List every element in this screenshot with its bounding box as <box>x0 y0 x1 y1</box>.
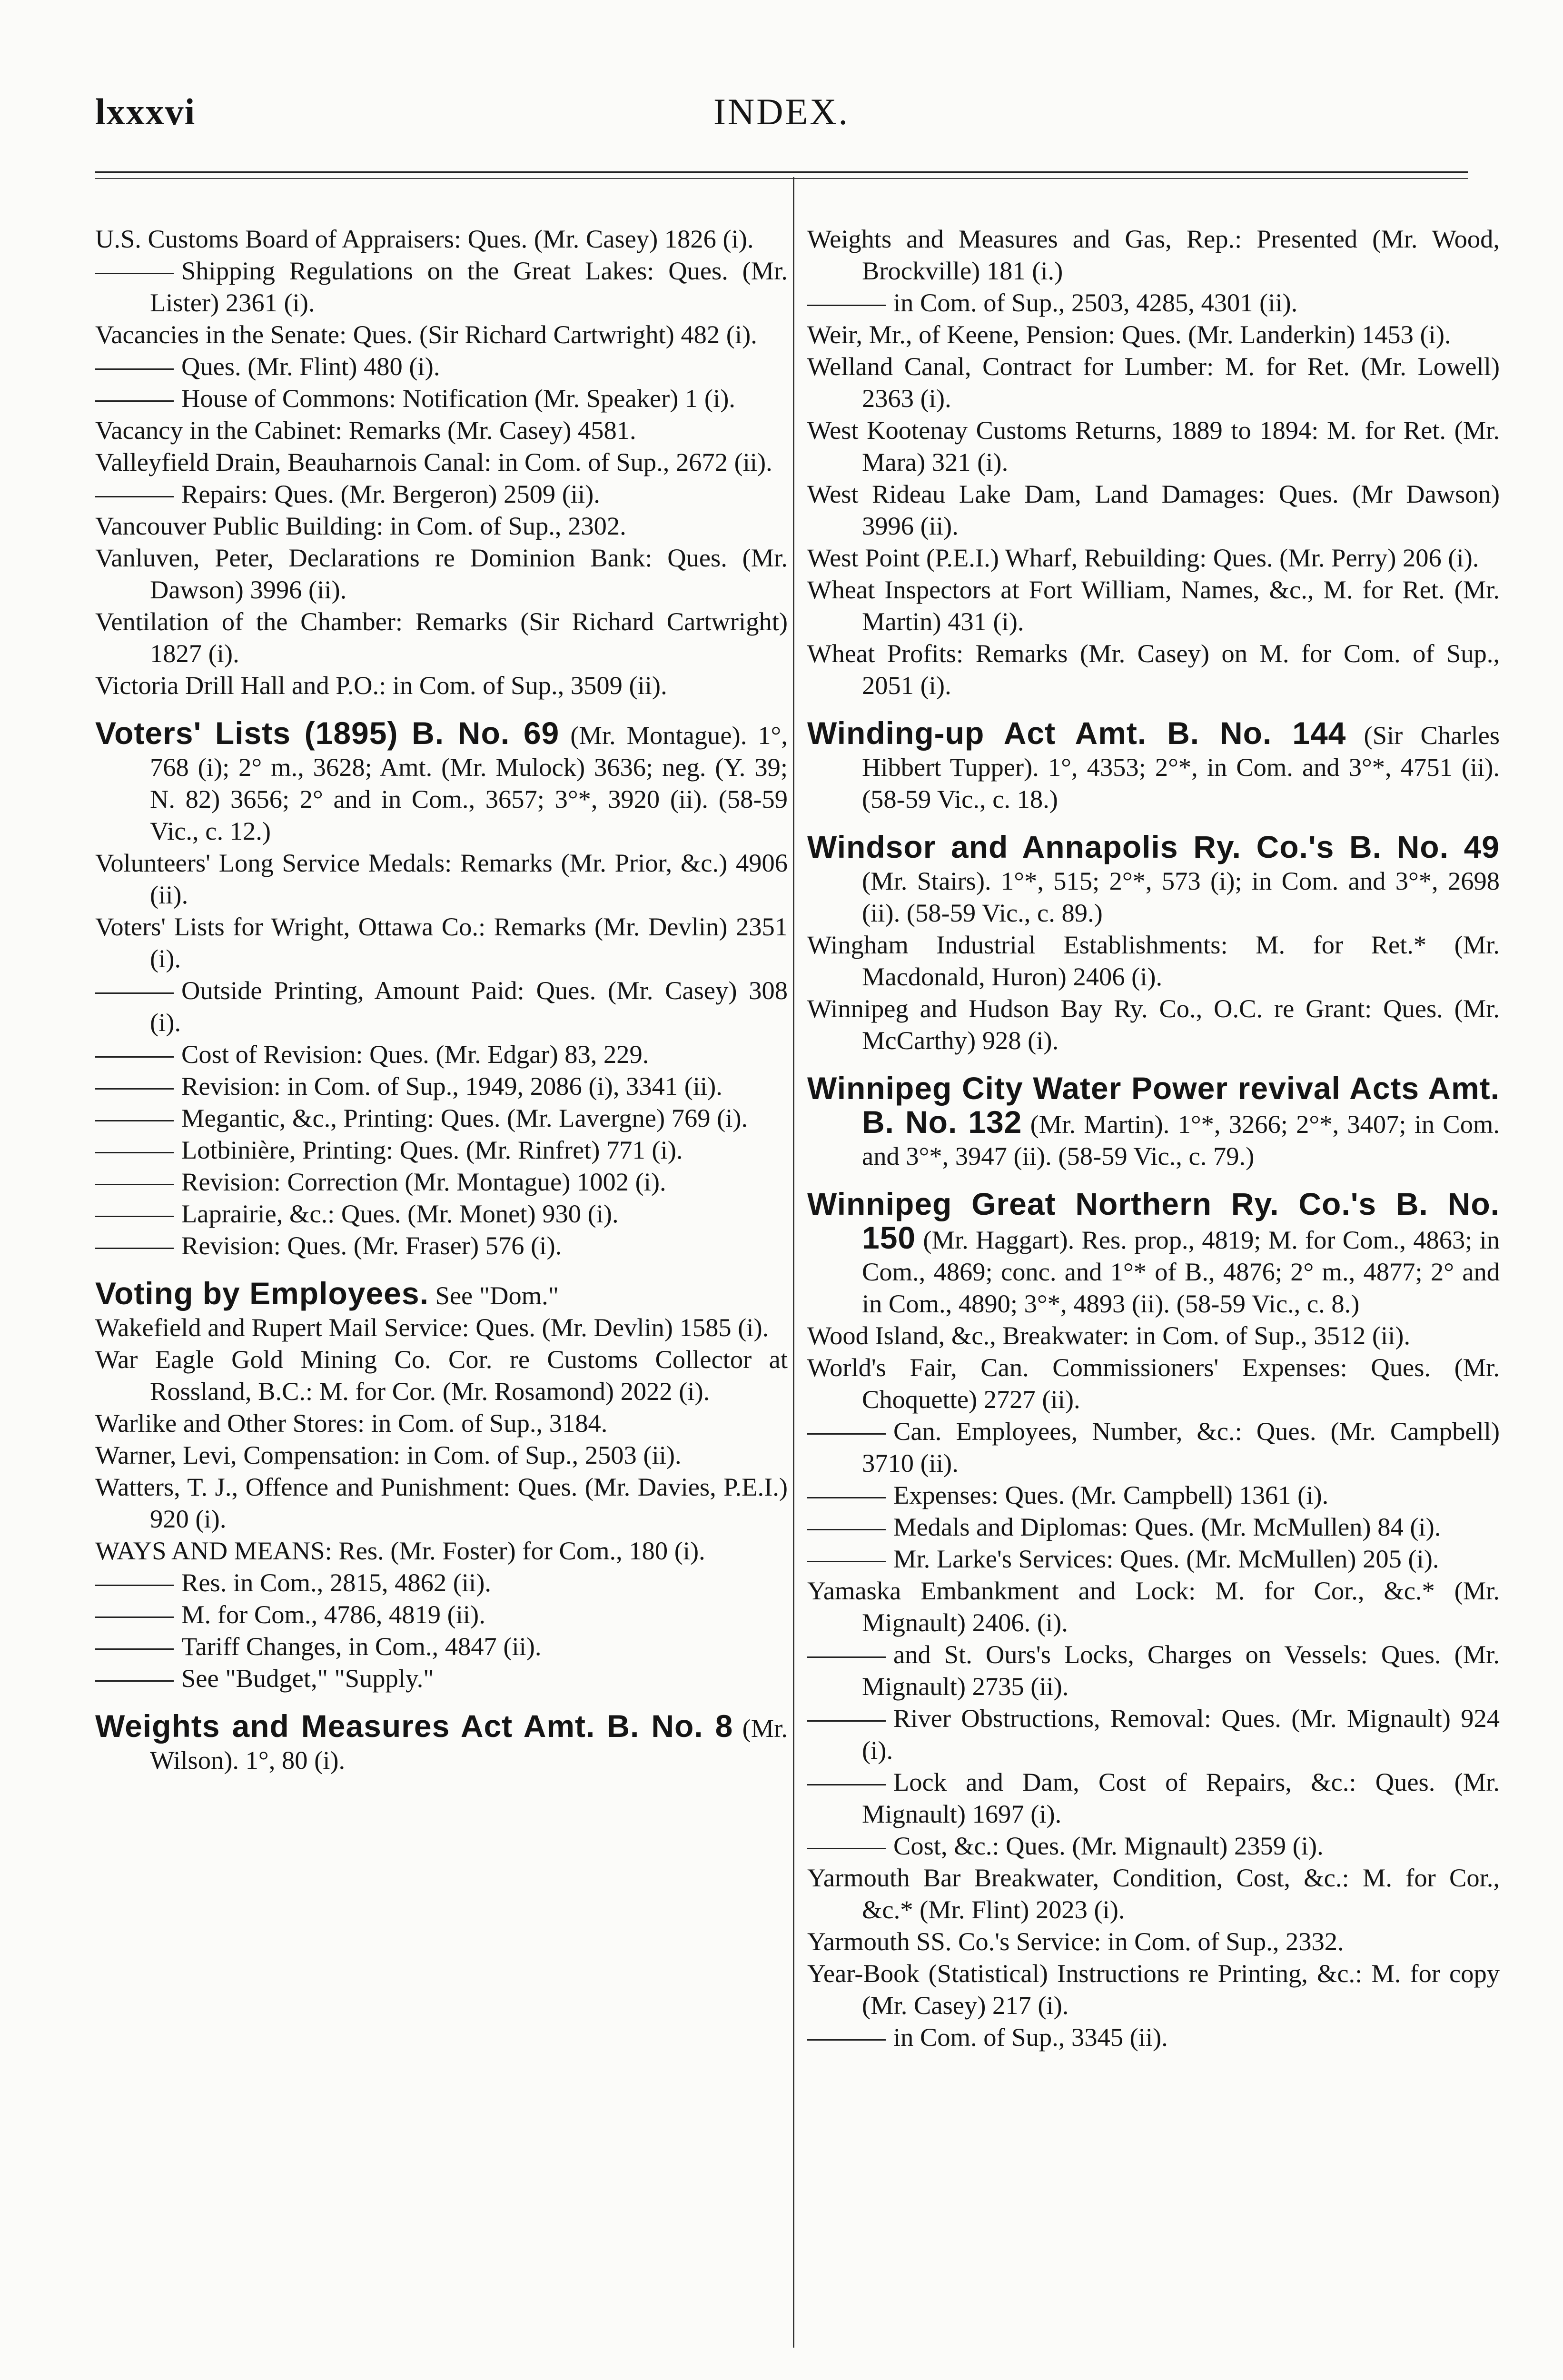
entry-text: Can. Employees, Number, &c.: Ques. (Mr. Campbell) 3710 (ii). <box>862 1417 1500 1478</box>
entry-text: Vacancies in the Senate: Ques. (Sir Richard Cartwright) 482 (i). <box>95 320 757 349</box>
ditto-dash <box>807 2039 886 2041</box>
ditto-dash <box>95 1216 174 1217</box>
ditto-dash <box>807 1433 886 1435</box>
entry-text: Vanluven, Peter, Declarations re Dominion Bank: Ques. (Mr. Dawson) 3996 (ii). <box>95 543 788 604</box>
page-number: lxxxvi <box>95 91 196 132</box>
entry-text: M. for Com., 4786, 4819 (ii). <box>181 1600 485 1629</box>
entry-text: War Eagle Gold Mining Co. Cor. re Customs Collector at Rossland, B.C.: M. for Cor. (Mr. Rosamond) 2022 (i). <box>95 1345 788 1406</box>
bill-entry <box>95 1278 788 1311</box>
index-subentry <box>95 350 788 382</box>
ditto-dash <box>95 1184 174 1185</box>
entry-text: Wheat Profits: Remarks (Mr. Casey) on M. for Com. of Sup., 2051 (i). <box>807 639 1500 700</box>
entry-text: Laprairie, &c.: Ques. (Mr. Monet) 930 (i). <box>181 1199 619 1228</box>
entry-text: Lock and Dam, Cost of Repairs, &c.: Ques. (Mr. Mignault) 1697 (i). <box>862 1767 1500 1828</box>
bill-details: (Mr. Montague). 1°, 768 (i); 2° m., 3628; Amt. (Mr. Mulock) 3636; neg. (Y. 39; N. 82) 3656; 2° and in Com., 3657; 3°*, 3920 (ii). (58-59 Vic., c. 12.) <box>150 721 788 845</box>
entry-text: Wood Island, &c., Breakwater: in Com. of Sup., 3512 (ii). <box>807 1321 1411 1350</box>
index-subentry <box>95 1166 788 1198</box>
index-entry <box>807 1319 1500 1351</box>
index-entry <box>95 669 788 701</box>
entry-text: House of Commons: Notification (Mr. Speaker) 1 (i). <box>181 384 735 413</box>
entry-text: Revision: in Com. of Sup., 1949, 2086 (i), 3341 (ii). <box>181 1071 722 1101</box>
bill-title: Voters' Lists (1895) B. No. 69 <box>95 715 560 751</box>
index-subentry <box>807 1766 1500 1830</box>
entry-text: Yarmouth Bar Breakwater, Condition, Cost, &c.: M. for Cor., &c.* (Mr. Flint) 2023 (i). <box>807 1863 1500 1924</box>
header-rule <box>95 171 1468 173</box>
entry-gap <box>807 815 1500 831</box>
index-entry <box>95 1535 788 1567</box>
entry-gap <box>95 701 788 717</box>
entry-text: Res. in Com., 2815, 4862 (ii). <box>181 1568 491 1597</box>
bill-entry <box>95 1710 788 1776</box>
entry-text: Tariff Changes, in Com., 4847 (ii). <box>181 1632 542 1661</box>
entry-text: Victoria Drill Hall and P.O.: in Com. of Sup., 3509 (ii). <box>95 671 667 700</box>
entry-text: Volunteers' Long Service Medals: Remarks (Mr. Prior, &c.) 4906 (ii). <box>95 848 788 909</box>
entry-text: Lotbinière, Printing: Ques. (Mr. Rinfret) 771 (i). <box>181 1135 683 1164</box>
entry-text: and St. Ours's Locks, Charges on Vessels: Ques. (Mr. Mignault) 2735 (ii). <box>862 1640 1500 1701</box>
ditto-dash <box>807 1784 886 1785</box>
ditto-dash <box>95 1088 174 1090</box>
ditto-dash <box>95 1056 174 1058</box>
index-entry <box>807 929 1500 992</box>
entry-gap <box>807 1172 1500 1188</box>
bill-entry <box>807 1072 1500 1172</box>
index-entry <box>807 1925 1500 1957</box>
index-subentry <box>95 1134 788 1166</box>
entry-text: Shipping Regulations on the Great Lakes: Ques. (Mr. Lister) 2361 (i). <box>150 256 788 317</box>
entry-text: Cost, &c.: Ques. (Mr. Mignault) 2359 (i). <box>893 1831 1324 1860</box>
entry-text: Vancouver Public Building: in Com. of Sup., 2302. <box>95 511 626 540</box>
entry-text: Outside Printing, Amount Paid: Ques. (Mr. Casey) 308 (i). <box>150 976 788 1037</box>
ditto-dash <box>95 992 174 994</box>
index-entry <box>807 574 1500 637</box>
entry-text: Ques. (Mr. Flint) 480 (i). <box>181 352 440 381</box>
entry-text: Winnipeg and Hudson Bay Ry. Co., O.C. re Grant: Ques. (Mr. McCarthy) 928 (i). <box>807 994 1500 1055</box>
ditto-dash <box>95 1680 174 1682</box>
entry-text: Medals and Diplomas: Ques. (Mr. McMullen) 84 (i). <box>893 1512 1441 1541</box>
ditto-dash <box>95 1616 174 1618</box>
right-column <box>807 223 1500 2053</box>
left-column <box>95 223 788 1776</box>
bill-title: Winnipeg Great Northern Ry. Co.'s B. No. 150 <box>807 1186 1500 1255</box>
bill-title: Voting by Employees. <box>95 1276 429 1311</box>
ditto-dash <box>95 400 174 402</box>
index-subentry <box>95 974 788 1038</box>
entry-text: Wheat Inspectors at Fort William, Names, &c., M. for Ret. (Mr. Martin) 431 (i). <box>807 575 1500 636</box>
index-subentry <box>95 1198 788 1230</box>
ditto-dash <box>95 1585 174 1586</box>
ditto-dash <box>807 1720 886 1722</box>
entry-text: Watters, T. J., Offence and Punishment: Ques. (Mr. Davies, P.E.I.) 920 (i). <box>95 1472 788 1533</box>
entry-text: Valleyfield Drain, Beauharnois Canal: in Com. of Sup., 2672 (ii). <box>95 447 772 476</box>
index-entry <box>807 478 1500 542</box>
page-header <box>95 90 1468 143</box>
index-entry <box>95 1439 788 1471</box>
index-subentry <box>807 1415 1500 1479</box>
entry-text: Yarmouth SS. Co.'s Service: in Com. of Sup., 2332. <box>807 1927 1344 1956</box>
index-subentry <box>807 1479 1500 1511</box>
entry-text: Wingham Industrial Establishments: M. for Ret.* (Mr. Macdonald, Huron) 2406 (i). <box>807 930 1500 991</box>
ditto-dash <box>95 496 174 497</box>
index-subentry <box>95 255 788 318</box>
entry-text: West Kootenay Customs Returns, 1889 to 1894: M. for Ret. (Mr. Mara) 321 (i). <box>807 416 1500 476</box>
index-subentry <box>807 1543 1500 1575</box>
ditto-dash <box>95 273 174 274</box>
bill-entry <box>95 717 788 847</box>
index-entry <box>807 637 1500 701</box>
entry-gap <box>95 1694 788 1710</box>
bill-details: (Mr. Haggart). Res. prop., 4819; M. for Com., 4863; in Com., 4869; conc. and 1°* of B., 4876; 2° m., 4877; 2° and in Com., 4890; 3°*, 4893 (ii). (58-59 Vic., c. 8.) <box>862 1225 1500 1318</box>
index-entry <box>95 414 788 446</box>
entry-text: Welland Canal, Contract for Lumber: M. for Ret. (Mr. Lowell) 2363 (i). <box>807 352 1500 413</box>
index-subentry <box>95 1567 788 1598</box>
index-subentry <box>95 1038 788 1070</box>
index-entry <box>807 350 1500 414</box>
index-entry <box>95 510 788 542</box>
entry-text: Yamaska Embankment and Lock: M. for Cor., &c.* (Mr. Mignault) 2406. (i). <box>807 1576 1500 1637</box>
running-title: INDEX. <box>713 91 850 132</box>
entry-text: Weir, Mr., of Keene, Pension: Ques. (Mr. Landerkin) 1453 (i). <box>807 320 1451 349</box>
index-entry <box>95 223 788 255</box>
ditto-dash <box>95 1648 174 1650</box>
index-entry <box>95 847 788 911</box>
index-entry <box>95 1343 788 1407</box>
entry-text: Weights and Measures and Gas, Rep.: Presented (Mr. Wood, Brockville) 181 (i.) <box>807 224 1500 285</box>
index-subentry <box>807 1830 1500 1862</box>
ditto-dash <box>95 368 174 370</box>
index-entry <box>95 446 788 478</box>
ditto-dash <box>807 1848 886 1849</box>
index-subentry <box>95 1070 788 1102</box>
entry-gap <box>95 1261 788 1278</box>
entry-text: in Com. of Sup., 3345 (ii). <box>893 2023 1168 2052</box>
index-entry <box>95 1471 788 1535</box>
bill-details: (Sir Charles Hibbert Tupper). 1°, 4353; 2°*, in Com. and 3°*, 4751 (ii). (58-59 Vic., c. 18.) <box>862 721 1500 813</box>
bill-title: Weights and Measures Act Amt. B. No. 8 <box>95 1708 733 1744</box>
index-entry <box>95 542 788 605</box>
index-subentry <box>95 1102 788 1134</box>
ditto-dash <box>807 1529 886 1530</box>
index-entry <box>95 1407 788 1439</box>
bill-entry <box>807 717 1500 815</box>
index-entry <box>95 605 788 669</box>
index-subentry <box>807 287 1500 318</box>
index-entry <box>807 223 1500 287</box>
index-entry <box>807 318 1500 350</box>
index-subentry <box>807 1511 1500 1543</box>
ditto-dash <box>807 1656 886 1658</box>
index-entry <box>807 992 1500 1056</box>
ditto-dash <box>807 1561 886 1562</box>
entry-text: Mr. Larke's Services: Ques. (Mr. McMullen) 205 (i). <box>893 1544 1439 1573</box>
index-subentry <box>95 1662 788 1694</box>
bill-title: Windsor and Annapolis Ry. Co.'s B. No. 49 <box>807 829 1500 864</box>
bill-entry <box>807 831 1500 929</box>
entry-text: River Obstructions, Removal: Ques. (Mr. Mignault) 924 (i). <box>862 1704 1500 1765</box>
entry-text: Revision: Correction (Mr. Montague) 1002 (i). <box>181 1167 666 1196</box>
index-subentry <box>95 1230 788 1261</box>
index-subentry <box>95 478 788 510</box>
index-entry <box>807 1957 1500 2021</box>
index-entry <box>95 318 788 350</box>
index-subentry <box>807 2021 1500 2053</box>
entry-text: Ventilation of the Chamber: Remarks (Sir Richard Cartwright) 1827 (i). <box>95 607 788 668</box>
entry-text: Megantic, &c., Printing: Ques. (Mr. Lavergne) 769 (i). <box>181 1103 748 1132</box>
bill-title: Winnipeg City Water Power revival Acts Amt. B. No. 132 <box>807 1071 1500 1140</box>
bill-entry <box>807 1188 1500 1319</box>
entry-text: World's Fair, Can. Commissioners' Expenses: Ques. (Mr. Choquette) 2727 (ii). <box>807 1353 1500 1414</box>
entry-text: Vacancy in the Cabinet: Remarks (Mr. Casey) 4581. <box>95 416 636 445</box>
entry-text: West Point (P.E.I.) Wharf, Rebuilding: Ques. (Mr. Perry) 206 (i). <box>807 543 1479 572</box>
bill-details: (Mr. Martin). 1°*, 3266; 2°*, 3407; in Com. and 3°*, 3947 (ii). (58-59 Vic., c. 79.) <box>862 1110 1500 1170</box>
entry-gap <box>807 1056 1500 1072</box>
entry-text: Voters' Lists for Wright, Ottawa Co.: Remarks (Mr. Devlin) 2351 (i). <box>95 912 788 973</box>
ditto-dash <box>95 1120 174 1121</box>
index-entry <box>807 414 1500 478</box>
entry-text: See "Budget," "Supply." <box>181 1664 434 1693</box>
entry-text: West Rideau Lake Dam, Land Damages: Ques. (Mr Dawson) 3996 (ii). <box>807 479 1500 540</box>
index-entry <box>807 542 1500 574</box>
bill-details: See "Dom." <box>428 1281 559 1310</box>
entry-text: WAYS AND MEANS: Res. (Mr. Foster) for Com., 180 (i). <box>95 1536 705 1565</box>
index-subentry <box>95 1598 788 1630</box>
index-entry <box>807 1575 1500 1638</box>
bill-title: Winding-up Act Amt. B. No. 144 <box>807 715 1346 751</box>
ditto-dash <box>95 1152 174 1153</box>
index-subentry <box>807 1638 1500 1702</box>
header-rule-thin <box>95 178 1468 179</box>
ditto-dash <box>95 1248 174 1249</box>
index-entry <box>807 1351 1500 1415</box>
entry-text: Warner, Levi, Compensation: in Com. of Sup., 2503 (ii). <box>95 1440 682 1469</box>
column-divider <box>793 177 794 2348</box>
index-subentry <box>95 382 788 414</box>
entry-gap <box>807 701 1500 717</box>
ditto-dash <box>807 305 886 306</box>
bill-details: (Mr. Wilson). 1°, 80 (i). <box>150 1714 788 1775</box>
index-entry <box>95 1311 788 1343</box>
bill-details: (Mr. Stairs). 1°*, 515; 2°*, 573 (i); in Com. and 3°*, 2698 (ii). (58-59 Vic., c. 89.) <box>862 866 1500 927</box>
entry-text: Year-Book (Statistical) Instructions re Printing, &c.: M. for copy (Mr. Casey) 217 (i). <box>807 1959 1500 2020</box>
entry-text: Warlike and Other Stores: in Com. of Sup., 3184. <box>95 1408 608 1438</box>
entry-text: in Com. of Sup., 2503, 4285, 4301 (ii). <box>893 288 1298 317</box>
entry-text: Expenses: Ques. (Mr. Campbell) 1361 (i). <box>893 1480 1329 1509</box>
entry-text: Repairs: Ques. (Mr. Bergeron) 2509 (ii). <box>181 479 600 508</box>
entry-text: U.S. Customs Board of Appraisers: Ques. (Mr. Casey) 1826 (i). <box>95 224 754 253</box>
entry-text: Wakefield and Rupert Mail Service: Ques. (Mr. Devlin) 1585 (i). <box>95 1313 769 1342</box>
entry-text: Revision: Ques. (Mr. Fraser) 576 (i). <box>181 1231 562 1260</box>
index-subentry <box>807 1702 1500 1766</box>
index-entry <box>95 911 788 974</box>
index-entry <box>807 1862 1500 1925</box>
entry-text: Cost of Revision: Ques. (Mr. Edgar) 83, 229. <box>181 1040 649 1069</box>
index-subentry <box>95 1630 788 1662</box>
ditto-dash <box>807 1497 886 1498</box>
